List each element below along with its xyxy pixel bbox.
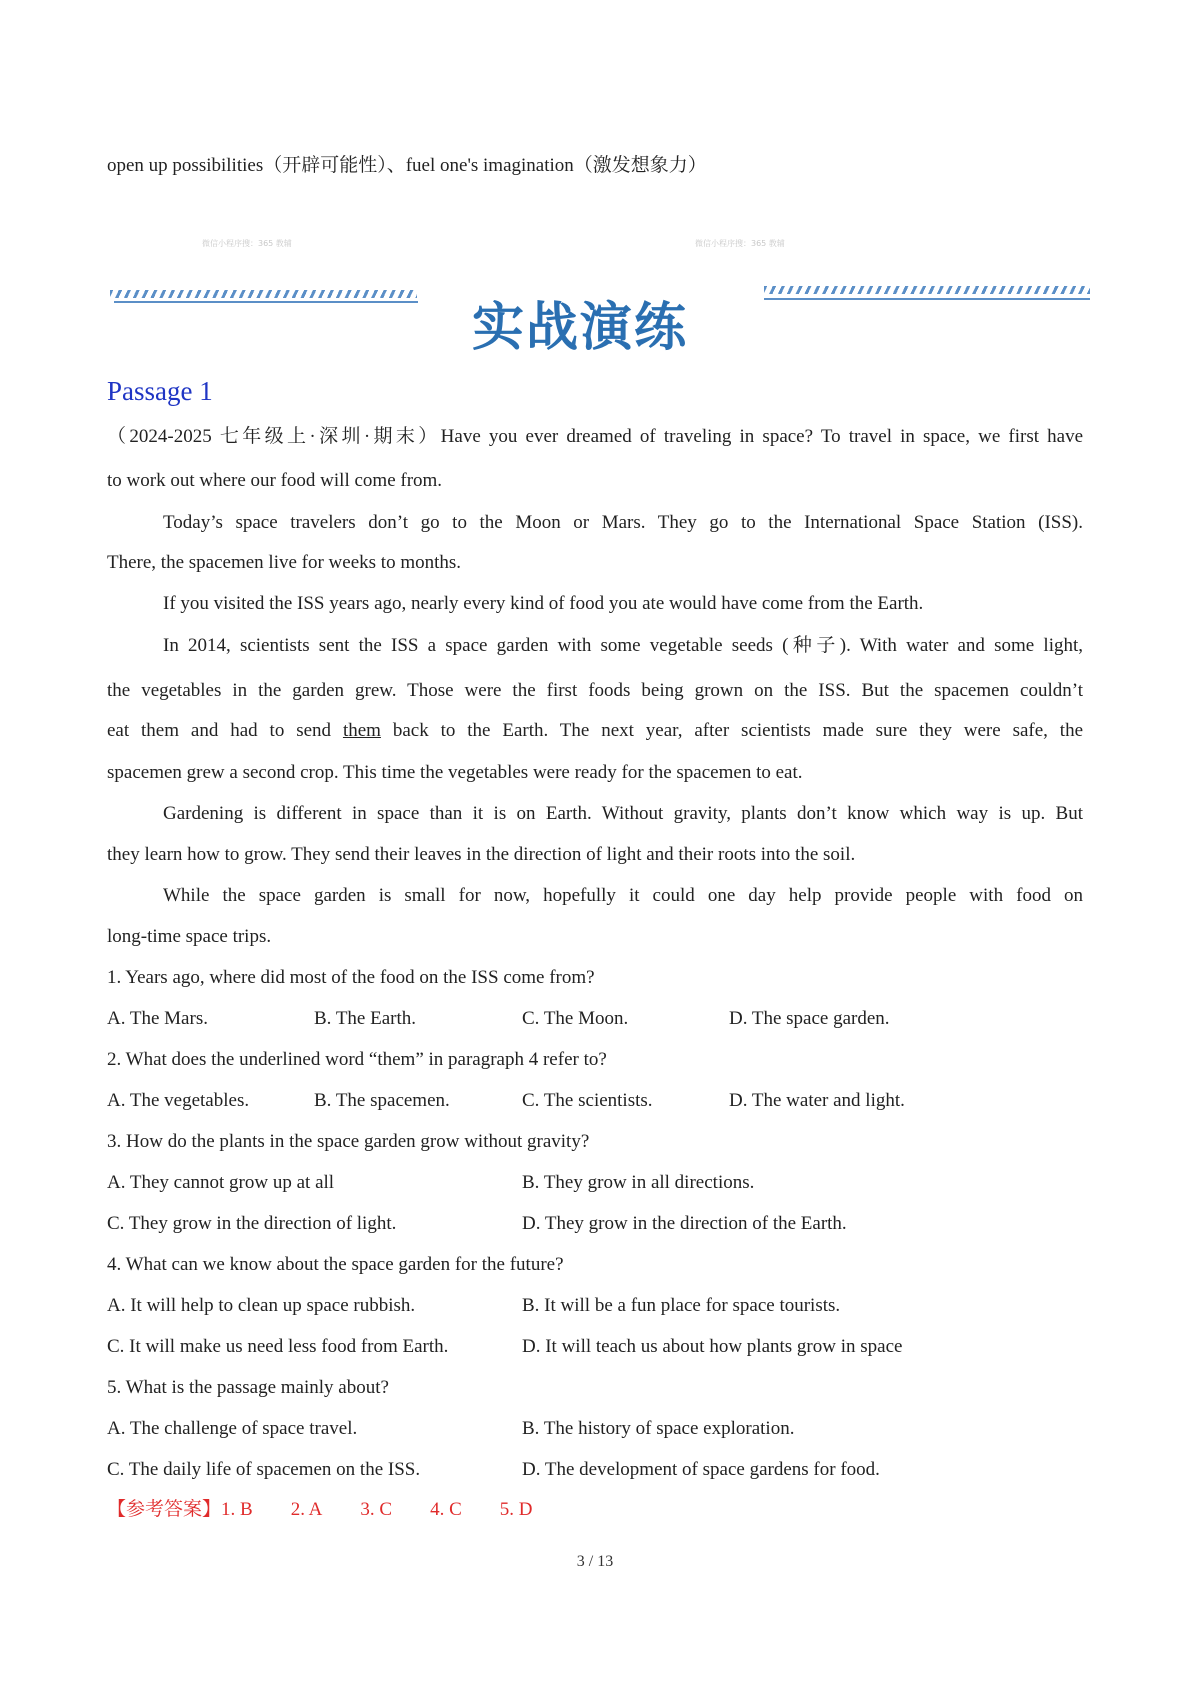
- answer-3: 3. C: [360, 1499, 393, 1520]
- answer-key-label: 【参考答案】: [107, 1499, 222, 1520]
- q2-option-d[interactable]: D. The water and light.: [729, 1090, 905, 1111]
- q5-option-b[interactable]: B. The history of space exploration.: [522, 1418, 795, 1439]
- paragraph-4-text-a: eat them and had to send: [107, 720, 332, 741]
- header-rule-left: [114, 301, 418, 303]
- q3-option-c[interactable]: C. They grow in the direction of light.: [107, 1213, 397, 1234]
- paragraph-3-line-1: If you visited the ISS years ago, nearly every kind of food you ate would have come from the Earth.: [163, 593, 924, 614]
- q3-option-a[interactable]: A. They cannot grow up at all: [107, 1172, 335, 1193]
- q5-option-a[interactable]: A. The challenge of space travel.: [107, 1418, 358, 1439]
- paragraph-4-line-3: [107, 719, 1083, 743]
- q4-option-a[interactable]: A. It will help to clean up space rubbish.: [107, 1295, 416, 1316]
- answer-5: 5. D: [499, 1499, 533, 1520]
- watermark-left: 微信小程序搜：365 教辅: [202, 239, 292, 248]
- answer-1: 1. B: [221, 1499, 253, 1520]
- section-title: 实战演练: [471, 298, 688, 358]
- paragraph-5-line-2: they learn how to grow. They send their leaves in the direction of light and their roots into the soil.: [107, 844, 856, 865]
- underlined-word-them: them: [342, 720, 381, 741]
- q1-option-a[interactable]: A. The Mars.: [107, 1008, 208, 1029]
- q4-option-b[interactable]: B. It will be a fun place for space tourists.: [522, 1295, 841, 1316]
- paragraph-4-line-2: the vegetables in the garden grew. Those were the first foods being grown on the ISS. But the spacemen couldn’t: [107, 680, 1083, 701]
- passage-title: Passage 1: [107, 376, 213, 406]
- paragraph-6-line-1: While the space garden is small for now, hopefully it could one day help provide people with food on: [163, 885, 1083, 906]
- watermark-right: 微信小程序搜：365 教辅: [695, 239, 785, 248]
- paragraph-4-text-b: back to the Earth. The next year, after scientists made sure they were safe, the: [380, 720, 1084, 741]
- q2-option-a[interactable]: A. The vegetables.: [107, 1090, 250, 1111]
- q5-option-c[interactable]: C. The daily life of spacemen on the ISS.: [107, 1459, 421, 1480]
- paragraph-4-line-4: spacemen grew a second crop. This time the vegetables were ready for the spacemen to eat.: [107, 762, 803, 783]
- question-3: 3. How do the plants in the space garden grow without gravity?: [107, 1131, 590, 1152]
- answer-4: 4. C: [430, 1499, 462, 1520]
- question-5: 5. What is the passage mainly about?: [107, 1377, 389, 1398]
- q1-option-c[interactable]: C. The Moon.: [522, 1008, 629, 1029]
- q1-option-d[interactable]: D. The space garden.: [729, 1008, 890, 1029]
- paragraph-1-line-1: （2024-2025 七年级上·深圳·期末）Have you ever dreamed of traveling in space? To travel in space, we first have: [107, 426, 1083, 447]
- paragraph-2-line-2: There, the spacemen live for weeks to months.: [107, 552, 462, 573]
- paragraph-4-line-1: In 2014, scientists sent the ISS a space garden with some vegetable seeds (种子). With water and some light,: [163, 635, 1083, 656]
- paragraph-5-line-1: Gardening is different in space than it is on Earth. Without gravity, plants don’t know which way is up. But: [163, 803, 1083, 824]
- paragraph-1-line-2: to work out where our food will come from.: [107, 470, 443, 491]
- q4-option-d[interactable]: D. It will teach us about how plants grow in space: [522, 1336, 903, 1357]
- intro-phrases-line: open up possibilities（开辟可能性）、fuel one's imagination（激发想象力）: [107, 155, 707, 176]
- q2-option-c[interactable]: C. The scientists.: [522, 1090, 653, 1111]
- header-rule-right: [764, 298, 1090, 300]
- page-number: 3 / 13: [576, 1553, 614, 1570]
- question-2: 2. What does the underlined word “them” in paragraph 4 refer to?: [107, 1049, 607, 1070]
- header-stripe-left: [110, 290, 417, 298]
- answer-key: [107, 1498, 571, 1522]
- paragraph-6-line-2: long-time space trips.: [107, 926, 272, 947]
- question-4: 4. What can we know about the space garden for the future?: [107, 1254, 564, 1275]
- answer-2: 2. A: [290, 1499, 323, 1520]
- q3-option-d[interactable]: D. They grow in the direction of the Earth.: [522, 1213, 847, 1234]
- q2-option-b[interactable]: B. The spacemen.: [314, 1090, 450, 1111]
- paragraph-2-line-1: Today’s space travelers don’t go to the Moon or Mars. They go to the International Space Station (ISS).: [163, 512, 1083, 533]
- q3-option-b[interactable]: B. They grow in all directions.: [522, 1172, 755, 1193]
- question-1: 1. Years ago, where did most of the food on the ISS come from?: [107, 967, 595, 988]
- header-stripe-right: [764, 286, 1090, 294]
- q1-option-b[interactable]: B. The Earth.: [314, 1008, 417, 1029]
- q4-option-c[interactable]: C. It will make us need less food from Earth.: [107, 1336, 449, 1357]
- q5-option-d[interactable]: D. The development of space gardens for food.: [522, 1459, 880, 1480]
